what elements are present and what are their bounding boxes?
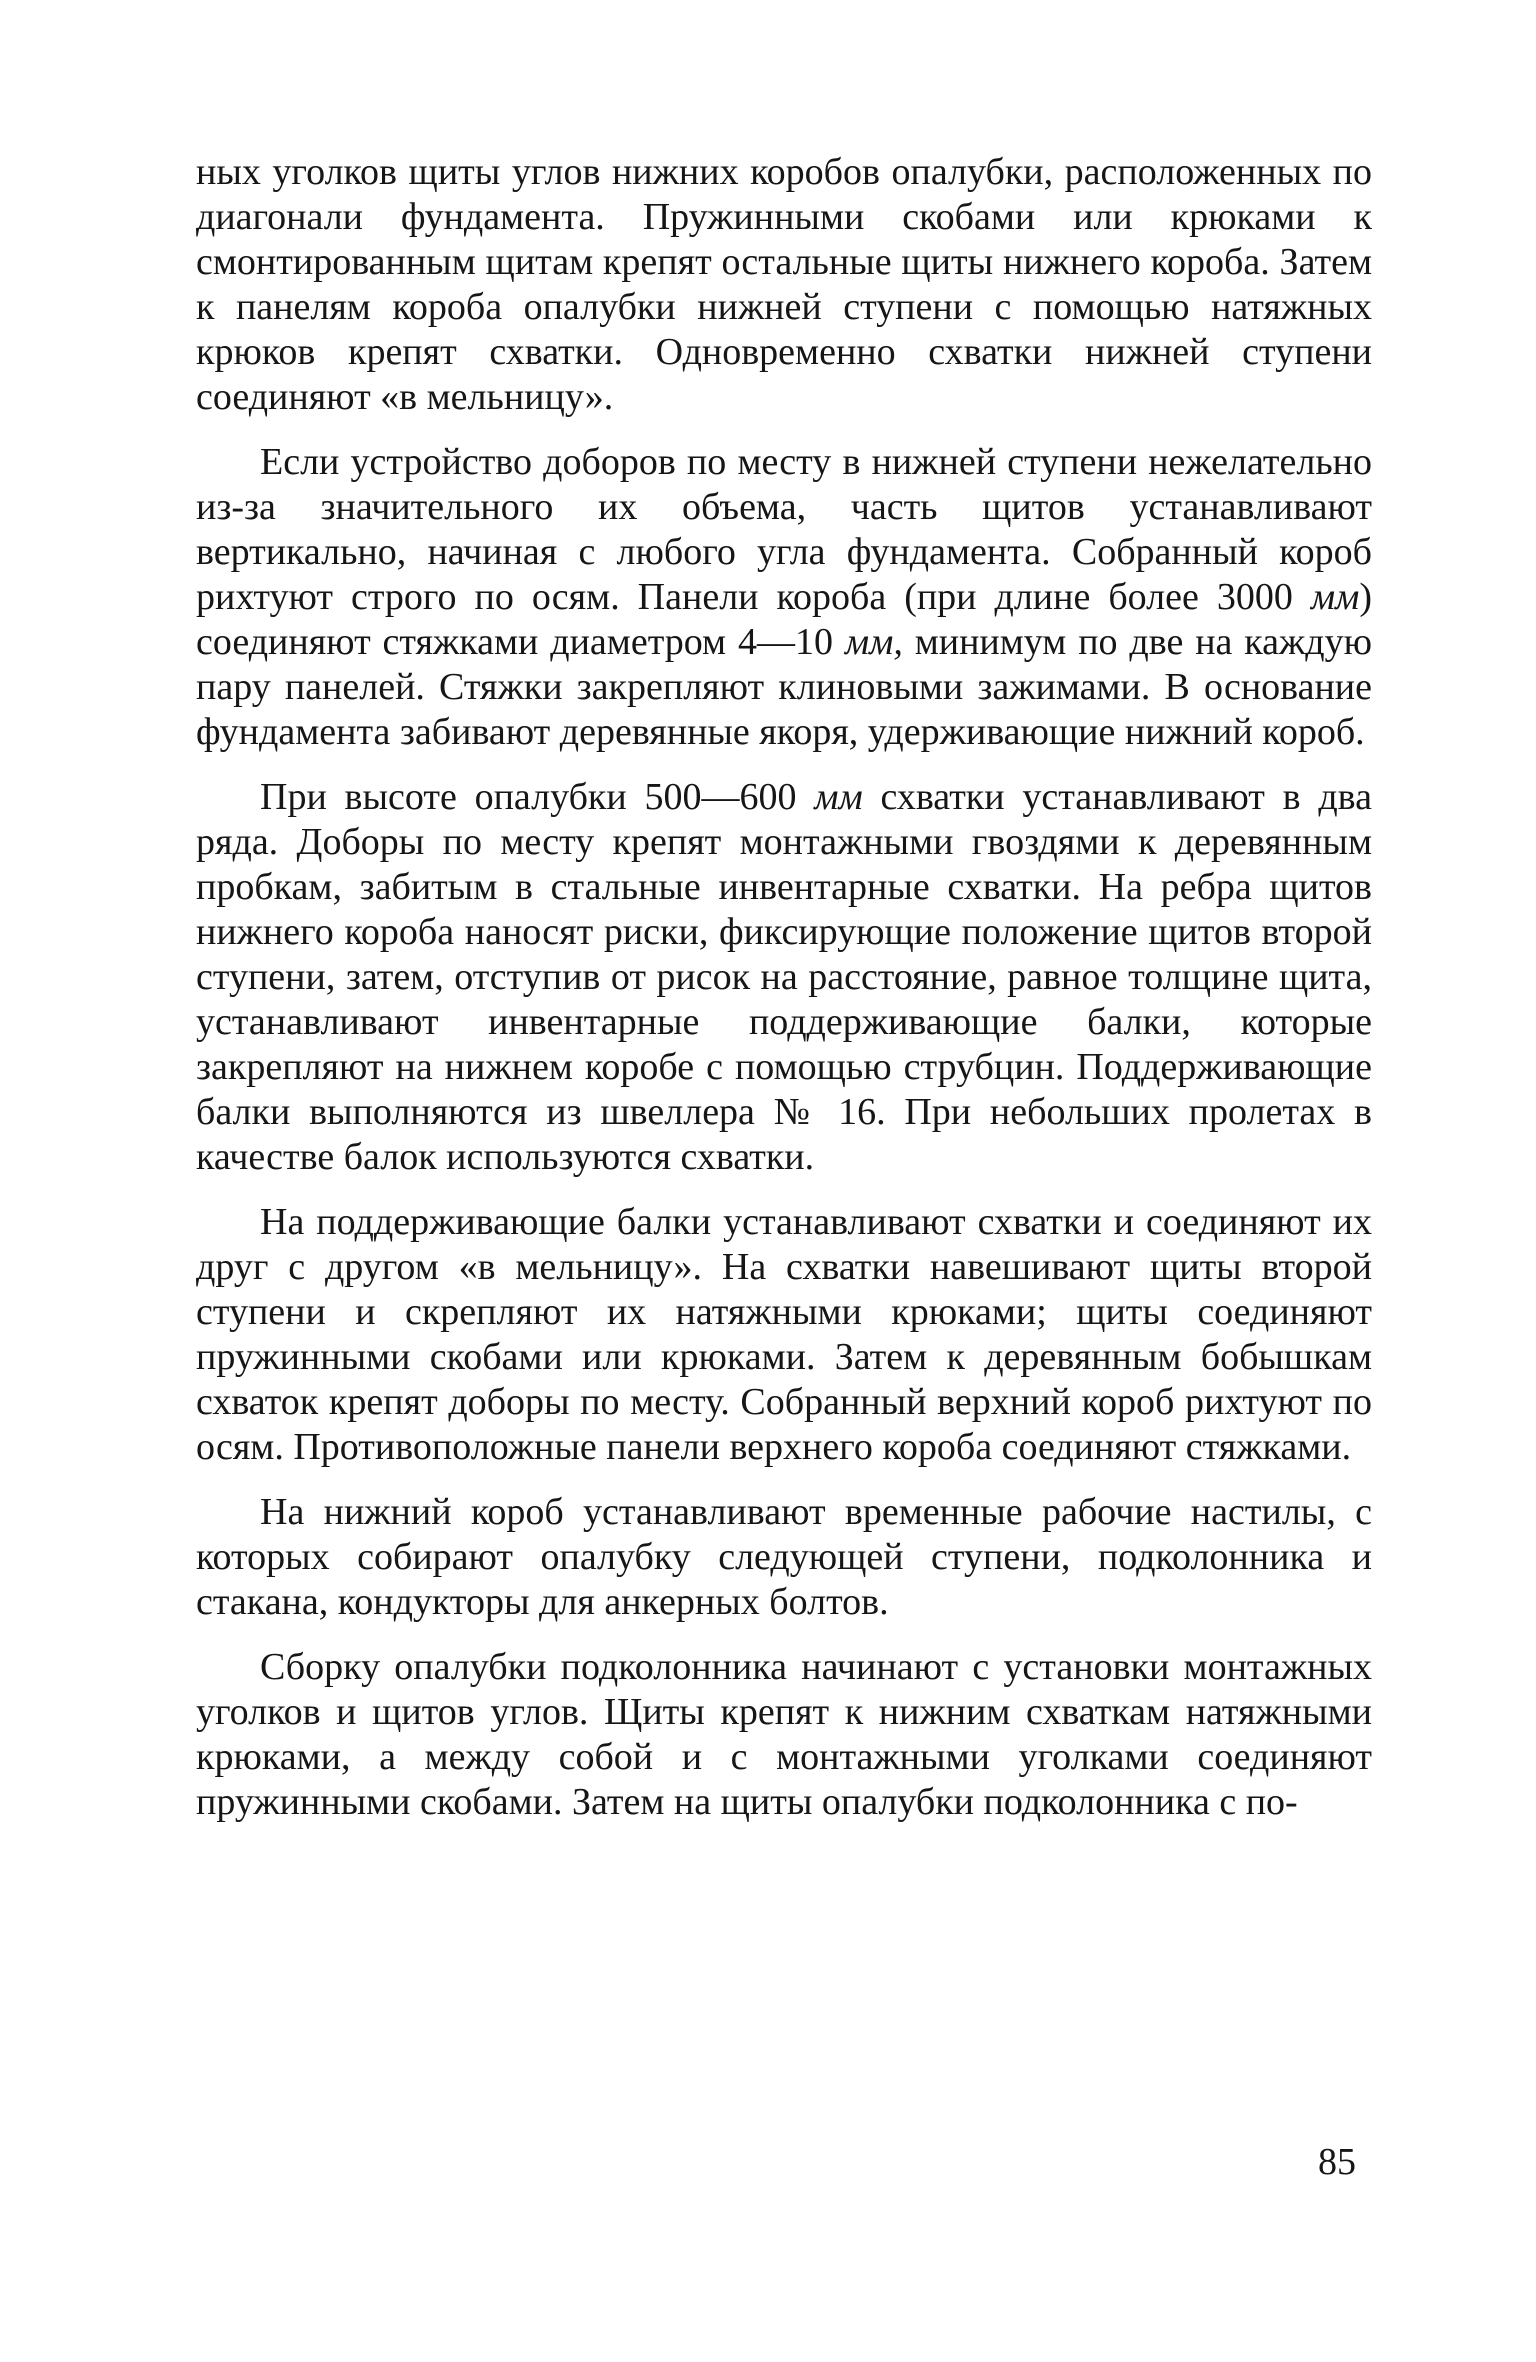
unit-mm: мм	[814, 776, 863, 818]
page-body	[196, 150, 1372, 1845]
unit-mm: мм,	[844, 621, 903, 663]
paragraph-3-text-b: схватки устанавливают в два ряда. Доборы по месту крепят монтажными гвоздями к деревянным пробкам, забитым в стальные инвентарные схватки. На ребра щитов нижнего короба наносят риски, фиксирующие положение щитов второй ступени, затем, отступив от рисок на расстояние, равное толщине щита, устанавливают инвентарные поддерживающие балки, которые закрепляют на нижнем коробе с помощью струбцин. Поддерживающие балки выполняются из швеллера № 16. При небольших пролетах в качестве балок используются схватки.	[196, 776, 1372, 1178]
page-number: 85	[1318, 2141, 1356, 2183]
paragraph-5	[196, 1490, 1372, 1625]
paragraph-1	[196, 150, 1372, 420]
paragraph-3-text-a: При высоте опалубки 500—600	[260, 776, 815, 818]
paragraph-4-text: На поддерживающие балки устанавливают схватки и соединяют их друг с другом «в мельницу». На схватки навешивают щиты второй ступени и скрепляют их натяжными крюками; щиты соединяют пружинными скобами или крюками. Затем к деревянным бобышкам схваток крепят доборы по месту. Собранный верхний короб рихтуют по осям. Противоположные панели верхнего короба соединяют стяжками.	[196, 1201, 1372, 1468]
paragraph-2-text-a: Если устройство доборов по месту в нижней ступени нежелательно из-за значительного их объема, часть щитов устанавливают вертикально, начиная с любого угла фундамента. Собранный короб рихтуют строго по осям. Панели короба (при длине более 3000	[196, 441, 1372, 618]
paragraph-6-text: Сборку опалубки подколонника начинают с установки монтажных уголков и щитов углов. Щиты крепят к нижним схваткам натяжными крюками, а между собой и с монтажными уголками соединяют пружинными скобами. Затем на щиты опалубки подколонника с по-	[196, 1646, 1372, 1823]
paragraph-2-text-c: минимум по две на каждую пару панелей. Стяжки закрепляют клиновыми зажимами. В основание фундамента забивают деревянные якоря, удерживающие нижний короб.	[196, 621, 1373, 753]
paragraph-2-text-b: ) соединяют стяжками диаметром 4—10	[196, 576, 1372, 663]
paragraph-3	[196, 775, 1372, 1180]
paragraph-1-text: ных уголков щиты углов нижних коробов опалубки, расположенных по диагонали фундамента. Пружинными скобами или крюками к смонтированным щитам крепят остальные щиты нижнего короба. Затем к панелям короба опалубки нижней ступени с помощью натяжных крюков крепят схватки. Одновременно схватки нижней ступени соединяют «в мельницу».	[196, 151, 1372, 418]
unit-mm: мм	[1310, 576, 1360, 618]
paragraph-6	[196, 1645, 1372, 1825]
paragraph-4	[196, 1200, 1372, 1470]
paragraph-5-text: На нижний короб устанавливают временные рабочие настилы, с которых собирают опалубку следующей ступени, подколонника и стакана, кондукторы для анкерных болтов.	[196, 1491, 1372, 1623]
paragraph-2	[196, 440, 1372, 755]
